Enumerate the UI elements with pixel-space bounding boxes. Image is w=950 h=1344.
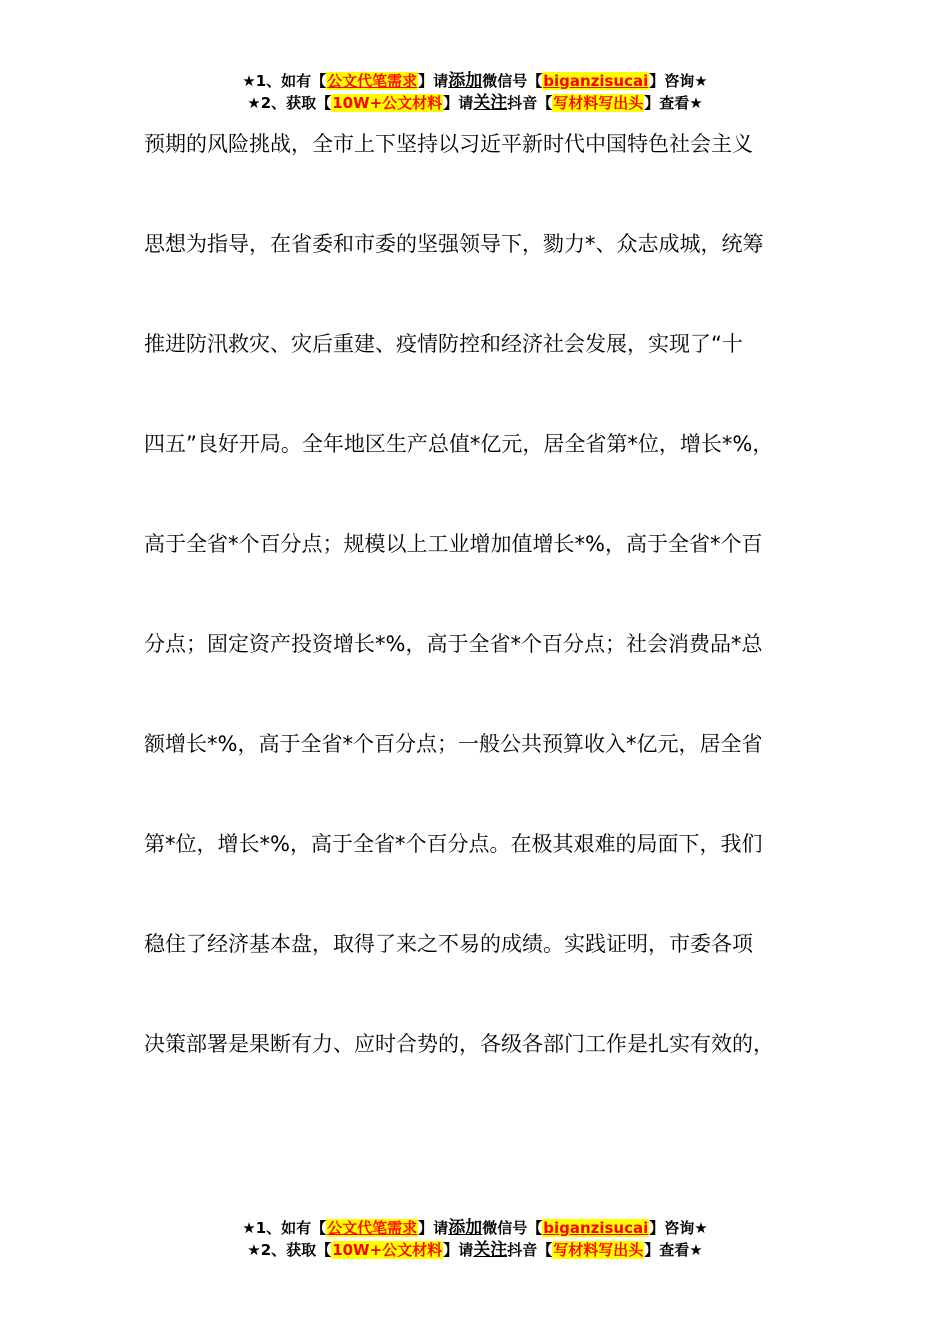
highlight-service: 公文代笔需求 — [327, 1219, 418, 1237]
douyin-account: 写材料写出头 — [553, 94, 644, 112]
banner-text: 抖音【 — [507, 94, 553, 112]
footer-banner — [0, 1217, 950, 1261]
banner-text: 】请 — [418, 72, 449, 90]
banner-text: ★2、获取【 — [247, 1241, 332, 1259]
emphasis-text: 关注 — [473, 93, 508, 113]
banner-text: 】咨询★ — [649, 1219, 708, 1237]
body-line: 思想为指导，在省委和市委的坚强领导下，勠力*、众志成城，统筹 — [144, 232, 764, 256]
banner-text: 】请 — [418, 1219, 449, 1237]
body-line: 第*位，增长*%，高于全省*个百分点。在极其艰难的局面下，我们 — [144, 832, 763, 856]
banner-text: 微信号【 — [482, 72, 543, 90]
wechat-id: biganzisucai — [543, 72, 649, 90]
emphasis-text: 关注 — [473, 1240, 508, 1260]
emphasis-text: 添加 — [448, 71, 483, 91]
body-line: 额增长*%，高于全省*个百分点；一般公共预算收入*亿元，居全省 — [144, 732, 763, 756]
banner-text: 】查看★ — [644, 94, 703, 112]
footer-banner-line-1 — [0, 1217, 950, 1239]
document-body — [144, 122, 844, 1122]
banner-text: ★1、如有【 — [242, 72, 327, 90]
body-line: 决策部署是果断有力、应时合势的，各级各部门工作是扎实有效的， — [144, 1032, 774, 1056]
banner-text: ★2、获取【 — [247, 94, 332, 112]
emphasis-text: 添加 — [448, 1218, 483, 1238]
body-line: 推进防汛救灾、灾后重建、疫情防控和经济社会发展，实现了“十 — [144, 332, 743, 356]
banner-text: 微信号【 — [482, 1219, 543, 1237]
body-line: 四五”良好开局。全年地区生产总值*亿元，居全省第*位，增长*%， — [144, 432, 774, 456]
banner-text: 】查看★ — [644, 1241, 703, 1259]
body-line: 分点；固定资产投资增长*%，高于全省*个百分点；社会消费品*总 — [144, 632, 763, 656]
highlight-materials: 10W+公文材料 — [332, 1241, 443, 1259]
footer-banner-line-2 — [0, 1239, 950, 1261]
header-banner-line-2 — [0, 92, 950, 114]
banner-text: 】请 — [443, 1241, 474, 1259]
banner-text: ★1、如有【 — [242, 1219, 327, 1237]
header-banner-line-1 — [0, 70, 950, 92]
body-line: 稳住了经济基本盘，取得了来之不易的成绩。实践证明，市委各项 — [144, 932, 753, 956]
highlight-materials: 10W+公文材料 — [332, 94, 443, 112]
banner-text: 抖音【 — [507, 1241, 553, 1259]
highlight-service: 公文代笔需求 — [327, 72, 418, 90]
wechat-id: biganzisucai — [543, 1219, 649, 1237]
header-banner — [0, 70, 950, 114]
douyin-account: 写材料写出头 — [553, 1241, 644, 1259]
banner-text: 】请 — [443, 94, 474, 112]
body-line: 预期的风险挑战，全市上下坚持以习近平新时代中国特色社会主义 — [144, 132, 753, 156]
banner-text: 】咨询★ — [649, 72, 708, 90]
body-line: 高于全省*个百分点；规模以上工业增加值增长*%，高于全省*个百 — [144, 532, 763, 556]
